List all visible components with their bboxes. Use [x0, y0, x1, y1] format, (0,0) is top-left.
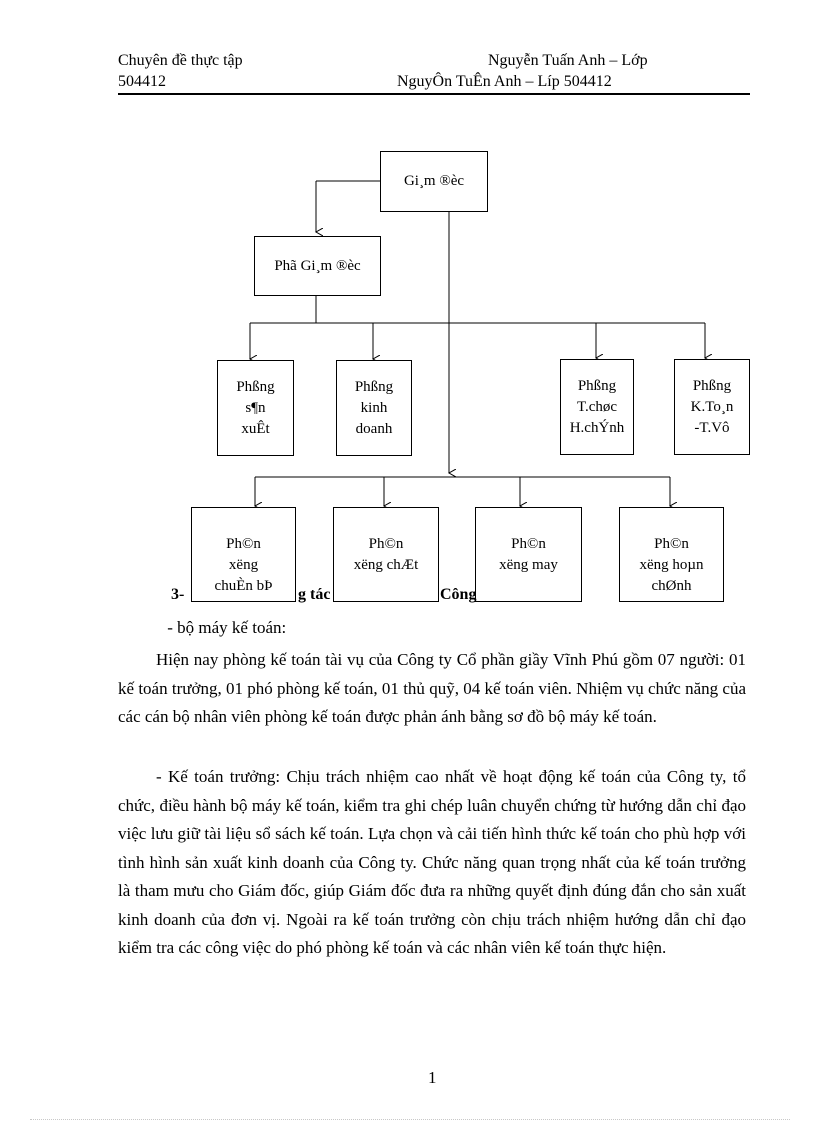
dept-label-line: Phßng — [236, 378, 275, 395]
dept-label-line: xuÊt — [241, 420, 270, 437]
workshop-label-line: Ph©n — [511, 536, 546, 552]
org-box-dept-admin — [560, 359, 634, 455]
dept-label-line: Phßng — [577, 377, 617, 394]
dept-label-line: T.chøc — [576, 398, 618, 415]
workshop-label-line: chØnh — [651, 578, 692, 594]
header-author: Nguyễn Tuấn Anh – Lớp — [488, 52, 648, 69]
org-box-workshop-preparation — [191, 507, 296, 602]
header-author-legacy-encoding: NguyÔn TuÊn Anh – Líp 504412 — [397, 73, 612, 90]
dept-label-line: kinh — [360, 399, 388, 416]
org-box-dept-production — [217, 360, 294, 456]
org-box-deputy-director — [254, 236, 381, 296]
workshop-label-line: Ph©n — [368, 536, 404, 552]
deputy-director-label: Phã Gi¸m ®èc — [274, 257, 361, 274]
workshop-label-line: chuÈn bÞ — [214, 578, 273, 594]
org-box-director — [380, 151, 488, 212]
director-label: Gi¸m ®èc — [403, 173, 465, 189]
page-bottom-dotted-line — [30, 1119, 790, 1120]
workshop-label-line: xëng hoµn — [639, 557, 704, 573]
dept-label-line: -T.Vô — [694, 419, 730, 436]
paragraph-accounting-staff: Hiện nay phòng kế toán tài vụ của Công ty Cổ phần giầy Vĩnh Phú gồm 07 người: 01 kế toán trưởng, 01 phó phòng kế toán, 01 thủ quỹ, 04 kế toán viên. Nhiệm vụ chức năng của các cán bộ nhân viên phòng kế toán được phản ánh bằng sơ đồ bộ máy kế toán. — [118, 650, 746, 726]
workshop-label-line: xëng chÆt — [353, 557, 419, 573]
section-heading-number: 3- — [171, 586, 185, 603]
org-box-workshop-finishing — [619, 507, 724, 602]
header-class-code: 504412 — [118, 73, 166, 90]
workshop-label-line: Ph©n — [654, 536, 689, 552]
org-box-workshop-cutting — [333, 507, 439, 602]
section-heading-fragment: g tác — [298, 586, 331, 603]
dept-label-line: s¶n — [245, 399, 266, 416]
org-box-dept-accounting — [674, 359, 750, 455]
org-box-workshop-sewing — [475, 507, 582, 602]
page-number: 1 — [428, 1068, 437, 1087]
dept-label-line: Phßng — [692, 377, 732, 394]
dept-label-line: H.chÝnh — [569, 419, 625, 436]
dept-label-line: K.To¸n — [690, 398, 734, 415]
paragraph-chief-accountant: - Kế toán trưởng: Chịu trách nhiệm cao nhất về hoạt động kế toán của Công ty, tổ chức, điều hành bộ máy kế toán, kiểm tra ghi chép luân chuyển chứng từ hướng dẫn chỉ đạo việc lưu giữ tài liệu sổ sách kế toán. Lựa chọn và cải tiến hình thức kế toán cho phù hợp với tình hình sản xuất kinh doanh của Công ty. Chức năng quan trọng nhất của kế toán trưởng là tham mưu cho Giám đốc, giúp Giám đốc đưa ra những quyết định đúng đắn cho sản xuất kinh doanh của đơn vị. Ngoài ra kế toán trưởng còn chịu trách nhiệm hướng dẫn chỉ đạo kiểm tra các công việc do phó phòng kế toán và các nhân viên kế toán thực hiện. — [118, 767, 746, 957]
org-box-dept-business — [336, 360, 412, 456]
workshop-label-line: xëng — [228, 557, 259, 573]
workshop-label-line: xëng may — [499, 557, 558, 573]
dept-label-line: Phßng — [354, 378, 394, 395]
header-course-title: Chuyên đề thực tập — [118, 52, 243, 69]
section-subheading: - bộ máy kế toán: — [163, 618, 287, 637]
section-heading-company: Công — [440, 586, 477, 603]
dept-label-line: doanh — [355, 420, 393, 437]
workshop-label-line: Ph©n — [226, 536, 261, 552]
